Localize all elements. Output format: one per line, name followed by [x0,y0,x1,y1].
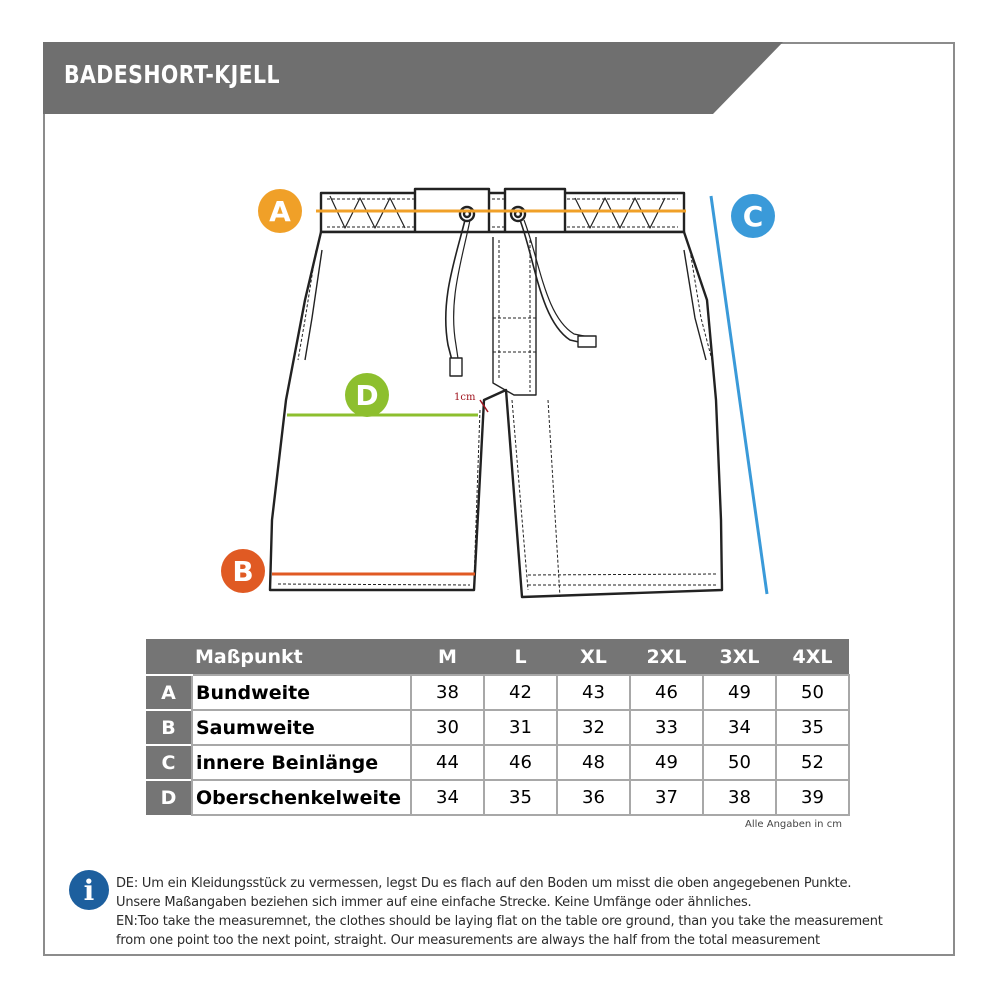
info-line: from one point too the next point, straight. Our measurements are always the half from the total measurement [116,933,820,948]
table-cell: 50 [776,675,849,710]
size-table [146,639,850,816]
table-cell: 35 [776,710,849,745]
table-cell: 39 [776,780,849,815]
table-cell: 30 [411,710,484,745]
row-name: Oberschenkelweite [192,780,411,815]
table-cell: 34 [411,780,484,815]
size-header-4xl: 4XL [776,639,849,675]
info-line: Unsere Maßangaben beziehen sich immer auf eine einfache Strecke. Keine Umfänge oder ähnliches. [116,895,752,910]
row-letter: D [146,780,192,815]
table-cell: 50 [703,745,776,780]
size-header-2xl: 2XL [630,639,703,675]
info-icon: i [69,870,109,910]
size-table-header [146,639,849,675]
table-cell: 46 [630,675,703,710]
table-cell: 36 [557,780,630,815]
table-cell: 52 [776,745,849,780]
info-text [116,874,946,950]
table-cell: 44 [411,745,484,780]
row-name: Bundweite [192,675,411,710]
crotch-offset-label: 1cm [454,392,476,403]
table-cell: 38 [703,780,776,815]
row-letter: A [146,675,192,710]
table-cell: 49 [630,745,703,780]
page-title: BADESHORT-KJELL [64,60,281,89]
table-row [146,710,849,745]
table-corner [146,639,192,675]
table-cell: 49 [703,675,776,710]
table-cell: 37 [630,780,703,815]
info-line: EN:Too take the measuremnet, the clothes should be laying flat on the table ore ground, than you take the measurement [116,914,883,929]
row-name: innere Beinlänge [192,745,411,780]
table-cell: 31 [484,710,557,745]
table-header-label: Maßpunkt [192,639,411,675]
table-row [146,675,849,710]
table-cell: 43 [557,675,630,710]
table-cell: 33 [630,710,703,745]
size-header-3xl: 3XL [703,639,776,675]
table-cell: 42 [484,675,557,710]
table-row [146,780,849,815]
size-header-m: M [411,639,484,675]
table-row [146,745,849,780]
row-name: Saumweite [192,710,411,745]
row-letter: C [146,745,192,780]
marker-b-badge: B [221,549,265,593]
table-cell: 48 [557,745,630,780]
size-header-l: L [484,639,557,675]
marker-d-badge: D [345,373,389,417]
table-cell: 34 [703,710,776,745]
units-note: Alle Angaben in cm [745,819,842,830]
info-line: DE: Um ein Kleidungsstück zu vermessen, legst Du es flach auf den Boden um misst die oben angegebenen Punkte. [116,876,852,891]
row-letter: B [146,710,192,745]
table-cell: 38 [411,675,484,710]
marker-a-badge: A [258,189,302,233]
marker-c-badge: C [731,194,775,238]
size-header-xl: XL [557,639,630,675]
table-cell: 35 [484,780,557,815]
table-cell: 32 [557,710,630,745]
table-cell: 46 [484,745,557,780]
